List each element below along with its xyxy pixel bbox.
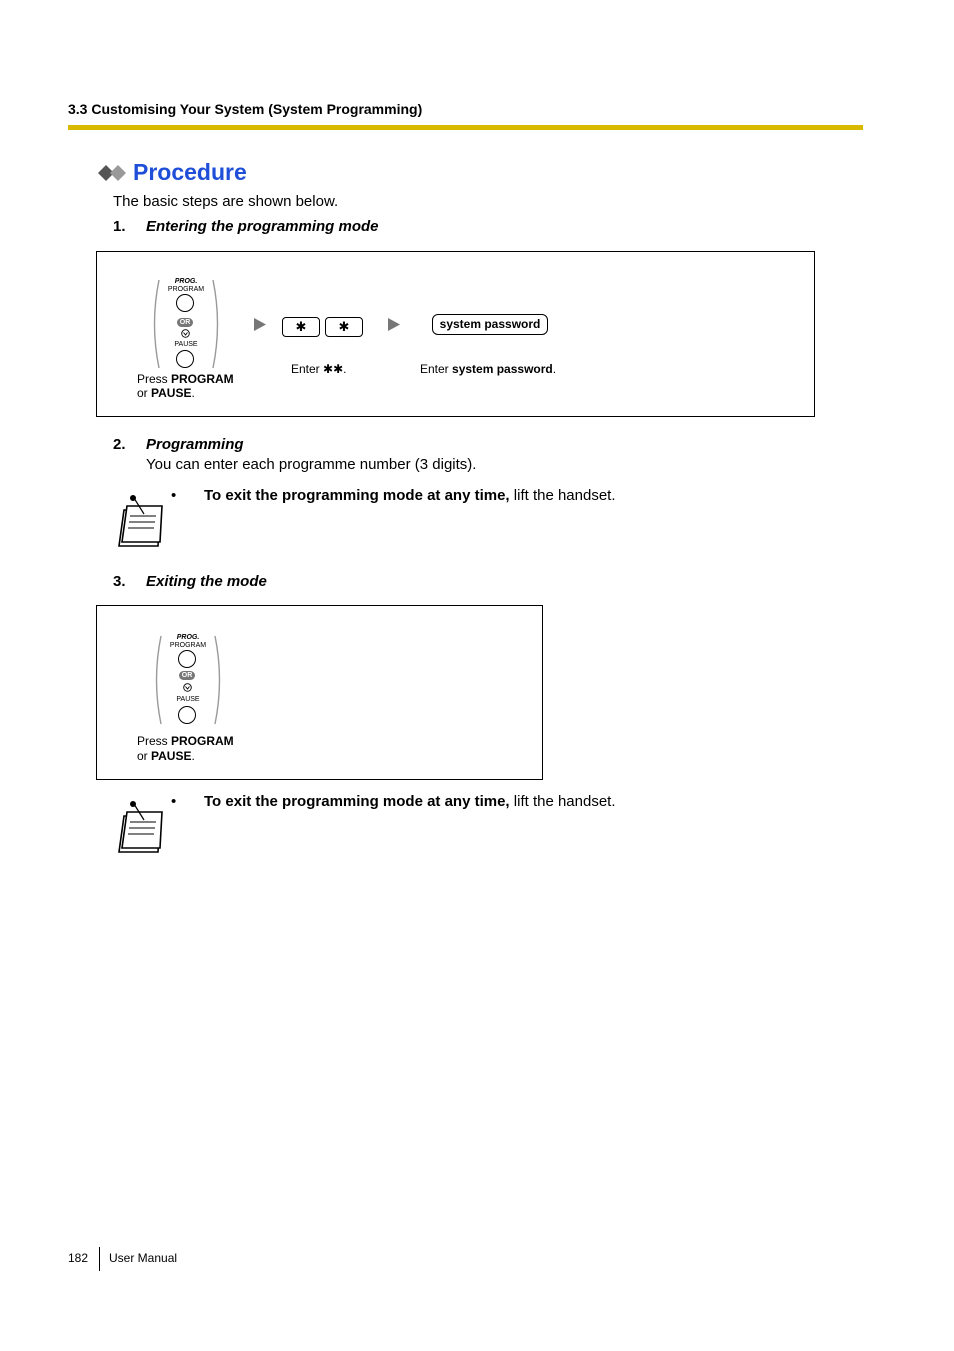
enter-text: Enter xyxy=(291,362,324,376)
note-bold-text: To exit the programming mode at any time, xyxy=(204,793,510,810)
step-2-number: 2. xyxy=(113,436,126,453)
pause-text: PAUSE xyxy=(151,749,192,763)
press-text: Press xyxy=(137,734,172,748)
enter-star-caption xyxy=(291,362,346,376)
period-text: . xyxy=(552,362,557,376)
step-2-note xyxy=(204,487,616,504)
pause-label: PAUSE xyxy=(174,341,198,348)
diamond-bullet-icon xyxy=(96,163,128,183)
or-pause-caption xyxy=(137,386,195,400)
step-2-title: Programming xyxy=(146,436,244,453)
press-program-caption xyxy=(137,734,234,748)
period-text: . xyxy=(191,749,195,763)
enter-password-caption xyxy=(420,362,556,376)
step-2-description: You can enter each programme number (3 digits). xyxy=(146,456,477,473)
header-divider xyxy=(68,125,863,130)
program-label: PROGRAM xyxy=(169,642,207,649)
pause-label: PAUSE xyxy=(176,696,200,703)
star-key-1[interactable] xyxy=(282,317,320,337)
note-bullet: • xyxy=(171,487,177,504)
footer-divider xyxy=(99,1247,100,1271)
step-1-number: 1. xyxy=(113,218,126,235)
prog-label: PROG. xyxy=(176,634,200,641)
program-text: PROGRAM xyxy=(171,734,234,748)
notepad-note-icon xyxy=(114,492,164,550)
step-1-box xyxy=(96,251,815,417)
pause-text: PAUSE xyxy=(151,386,192,400)
step-3-number: 3. xyxy=(113,573,126,590)
step-3-box xyxy=(96,605,543,780)
pause-button[interactable] xyxy=(178,706,196,724)
or-text: or xyxy=(137,386,152,400)
note-bold-text: To exit the programming mode at any time, xyxy=(204,487,510,504)
procedure-intro: The basic steps are shown below. xyxy=(113,193,339,210)
handset-icon xyxy=(181,329,190,338)
handset-icon xyxy=(183,683,192,692)
star-key-1-glyph: ✱ xyxy=(295,319,307,334)
period-text: . xyxy=(343,362,347,376)
star-key-2[interactable] xyxy=(325,317,363,337)
star-star-text: ✱✱ xyxy=(323,362,344,376)
section-header: 3.3 Customising Your System (System Programming) xyxy=(68,101,423,117)
program-button[interactable] xyxy=(178,650,196,668)
arrow-right-icon xyxy=(388,318,400,331)
press-text: Press xyxy=(137,372,172,386)
or-badge: OR xyxy=(179,671,195,680)
or-pause-caption xyxy=(137,749,195,763)
program-label: PROGRAM xyxy=(167,286,205,293)
pause-button[interactable] xyxy=(176,350,194,368)
program-button[interactable] xyxy=(176,294,194,312)
or-text: or xyxy=(137,749,152,763)
period-text: . xyxy=(191,386,195,400)
program-pause-panel xyxy=(151,632,225,728)
program-pause-panel xyxy=(149,276,223,372)
arrow-right-icon xyxy=(254,318,266,331)
page-number: 182 xyxy=(68,1251,89,1265)
or-badge: OR xyxy=(177,318,193,327)
enter-text: Enter xyxy=(420,362,453,376)
notepad-note-icon xyxy=(114,798,164,856)
note-rest-text: lift the handset. xyxy=(509,487,616,504)
footer-title: User Manual xyxy=(109,1251,178,1265)
step-3-title: Exiting the mode xyxy=(146,573,267,590)
system-password-key[interactable]: system password xyxy=(432,314,548,335)
step-3-note xyxy=(204,793,616,810)
program-text: PROGRAM xyxy=(171,372,234,386)
note-rest-text: lift the handset. xyxy=(509,793,616,810)
procedure-title: Procedure xyxy=(133,159,247,185)
prog-label: PROG. xyxy=(174,278,198,285)
note-bullet: • xyxy=(171,793,177,810)
star-key-2-glyph: ✱ xyxy=(338,319,350,334)
step-1-title: Entering the programming mode xyxy=(146,218,379,235)
system-password-text: system password xyxy=(452,362,553,376)
press-program-caption xyxy=(137,372,234,386)
